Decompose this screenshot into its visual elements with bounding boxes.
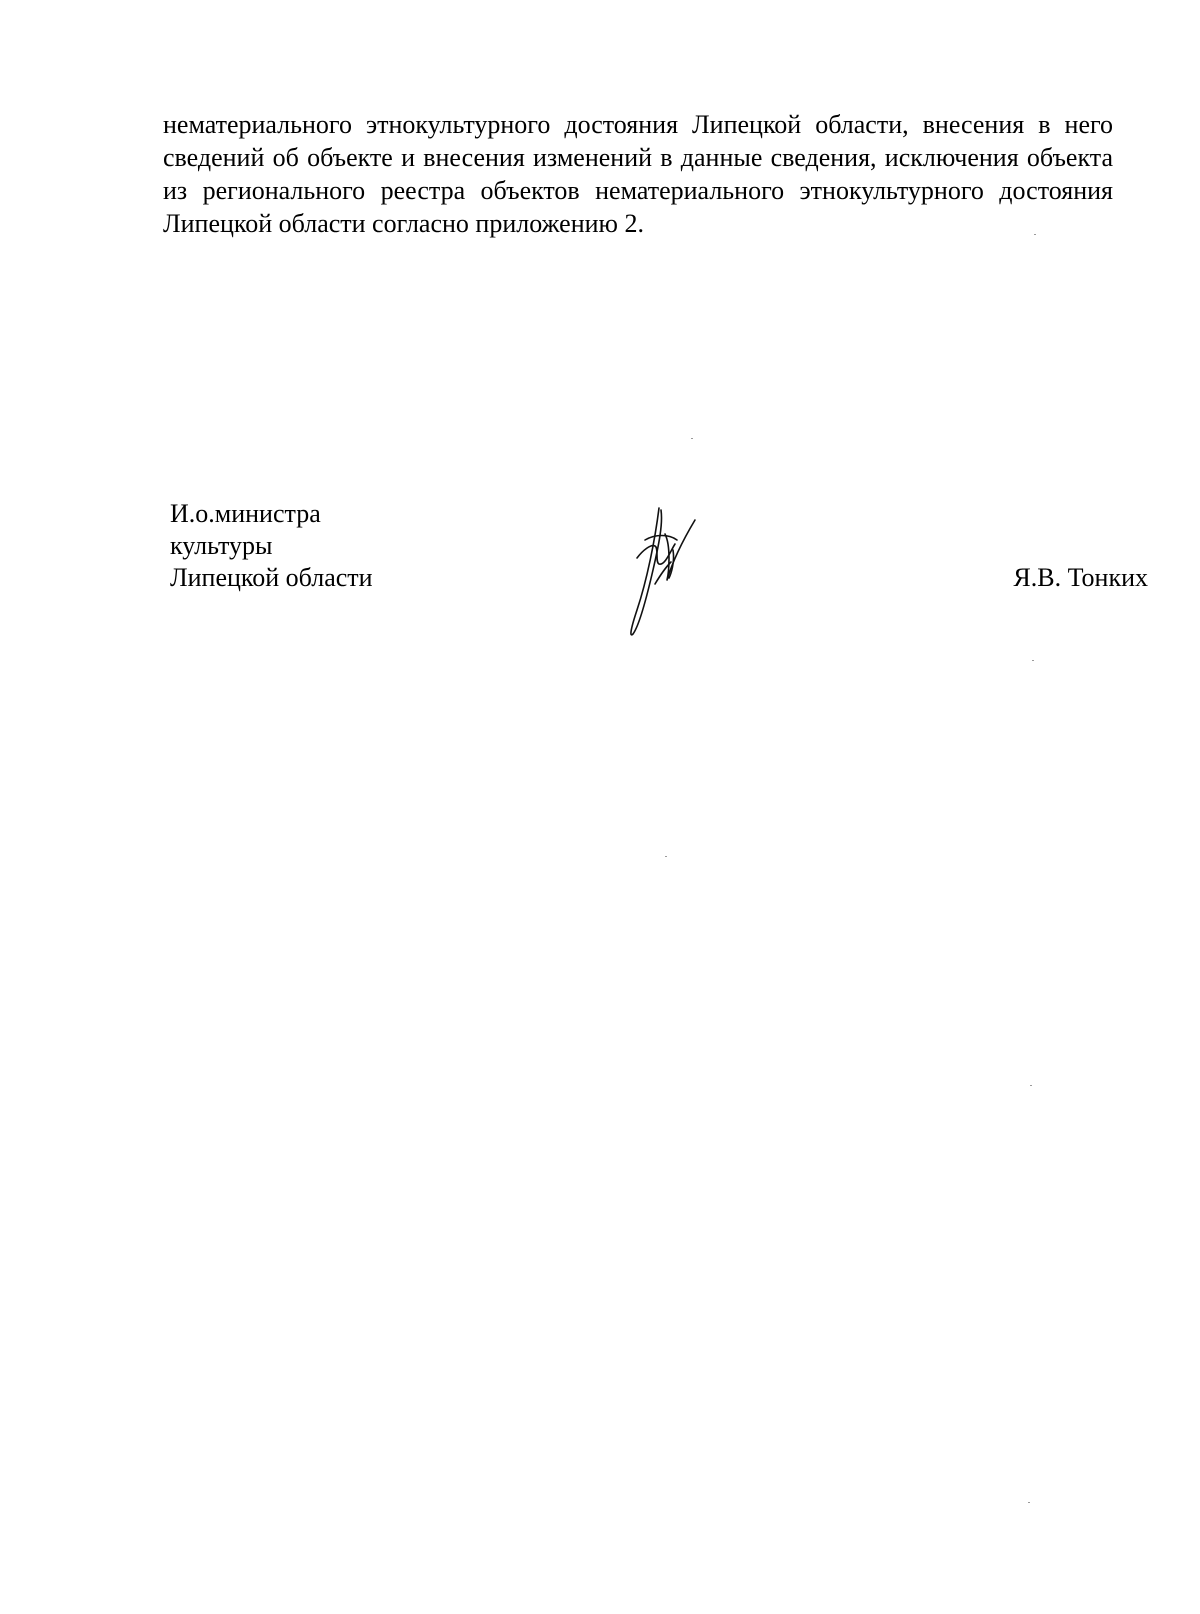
position-line-2: культуры: [170, 531, 273, 560]
scan-speck: [1034, 234, 1036, 235]
position-line-3: Липецкой области: [170, 563, 373, 592]
position-line-1: И.о.министра: [170, 499, 321, 528]
scan-speck: [1028, 1502, 1030, 1503]
scan-speck: [691, 438, 693, 439]
signatory-position: [170, 498, 373, 594]
handwritten-signature: [625, 500, 715, 640]
scan-speck: [665, 856, 667, 857]
signatory-name: Я.В. Тонких: [1013, 563, 1148, 592]
scan-speck: [1030, 1085, 1032, 1086]
body-paragraph: нематериального этнокультурного достояния Липецкой области, внесения в него сведений об объекте и внесения изменений в данные сведения, исключения объекта из регионального реестра объектов нематериального этнокультурного достояния Липецкой области согласно приложению 2.: [163, 110, 1113, 238]
scan-speck: [1032, 660, 1034, 661]
